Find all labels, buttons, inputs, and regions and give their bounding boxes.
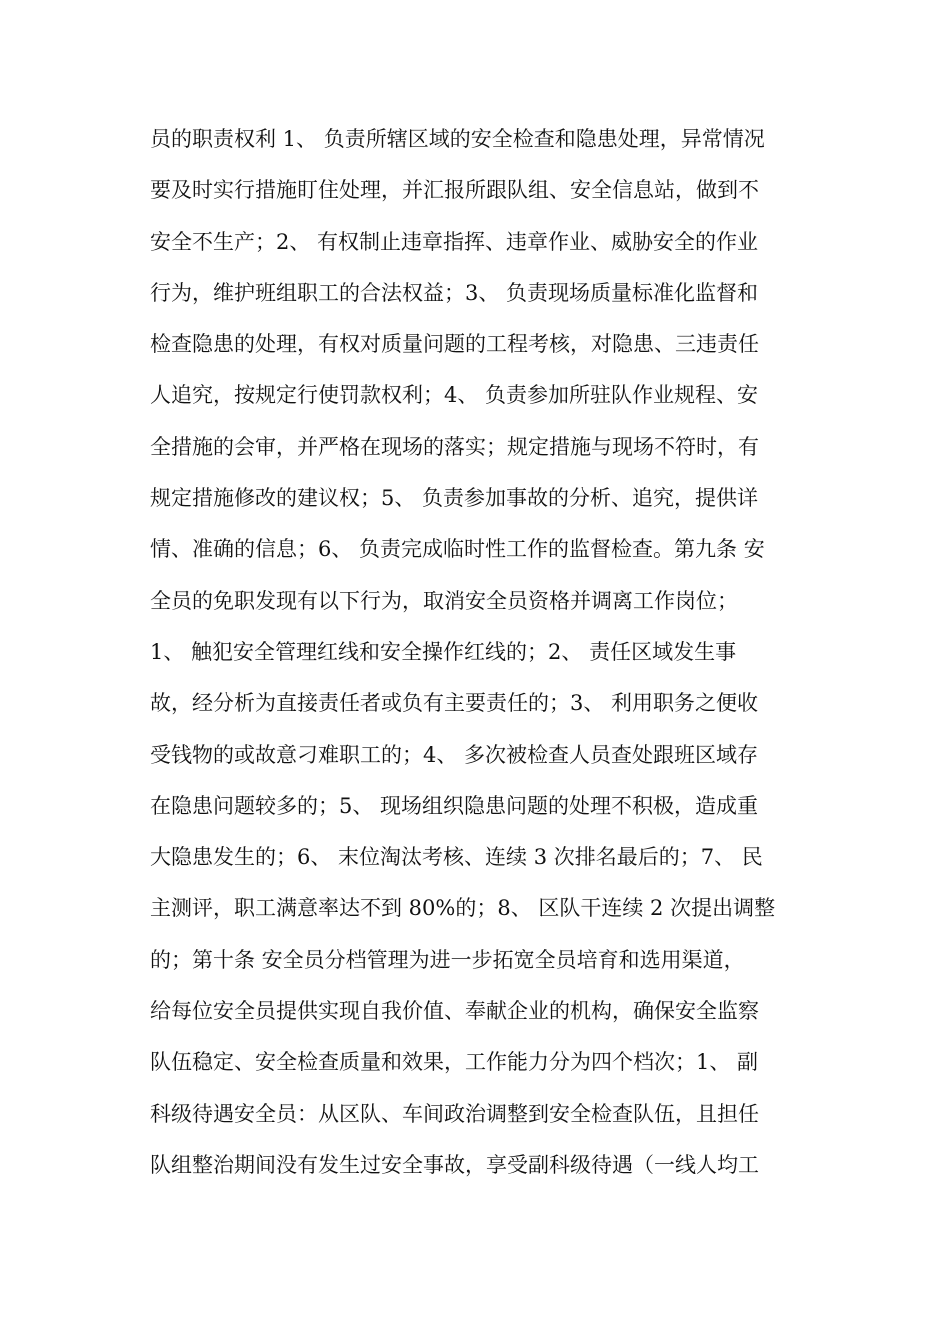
text-line-3: 安全不生产；2、 有权制止违章指挥、违章作业、威胁安全的作业 (150, 229, 759, 254)
text-line-9: 情、准确的信息；6、 负责完成临时性工作的监督检查。第九条 安 (150, 537, 765, 562)
text-line-6: 人追究，按规定行使罚款权利；4、 负责参加所驻队作业规程、安 (150, 383, 759, 408)
text-line-20: 科级待遇安全员：从区队、车间政治调整到安全检查队伍，且担任 (150, 1101, 759, 1126)
text-line-2: 要及时实行措施盯住处理，并汇报所跟队组、安全信息站，做到不 (150, 178, 759, 203)
text-line-14: 在隐患问题较多的；5、 现场组织隐患问题的处理不积极，造成重 (150, 793, 759, 818)
text-line-8: 规定措施修改的建议权；5、 负责参加事故的分析、追究，提供详 (150, 486, 759, 511)
text-line-12: 故，经分析为直接责任者或负有主要责任的；3、 利用职务之便收 (150, 691, 759, 716)
text-line-19: 队伍稳定、安全检查质量和效果，工作能力分为四个档次；1、 副 (150, 1050, 759, 1075)
text-line-1: 员的职责权利 1、 负责所辖区域的安全检查和隐患处理，异常情况 (150, 127, 765, 151)
text-line-7: 全措施的会审，并严格在现场的落实；规定措施与现场不符时，有 (150, 434, 759, 459)
text-line-11: 1、 触犯安全管理红线和安全操作红线的；2、 责任区域发生事 (150, 639, 737, 664)
body-text (150, 114, 810, 1191)
text-line-16: 主测评，职工满意率达不到 80%的；8、 区队干连续 2 次提出调整 (150, 896, 776, 921)
text-line-17: 的；第十条 安全员分档管理为进一步拓宽全员培育和选用渠道， (150, 947, 745, 972)
text-line-4: 行为，维护班组职工的合法权益；3、 负责现场质量标准化监督和 (150, 280, 759, 305)
text-line-15: 大隐患发生的；6、 末位淘汰考核、连续 3 次排名最后的；7、 民 (150, 845, 763, 870)
text-line-13: 受钱物的或故意刁难职工的；4、 多次被检查人员查处跟班区域存 (150, 742, 759, 767)
text-line-18: 给每位安全员提供实现自我价值、奉献企业的机构，确保安全监察 (150, 999, 759, 1024)
text-line-5: 检查隐患的处理，有权对质量问题的工程考核，对隐患、三违责任 (150, 332, 759, 357)
text-line-21: 队组整治期间没有发生过安全事故，享受副科级待遇（一线人均工 (150, 1152, 759, 1177)
text-line-10: 全员的免职发现有以下行为，取消安全员资格并调离工作岗位； (150, 588, 738, 613)
